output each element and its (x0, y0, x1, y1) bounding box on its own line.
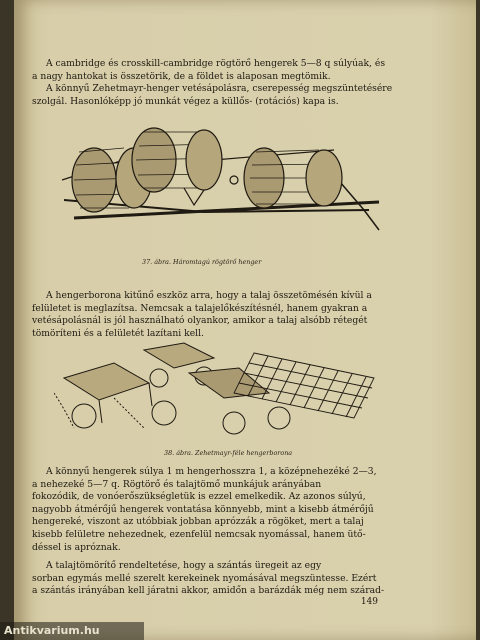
text-line: A könnyű hengerek súlya 1 m hengerhosszra 1, a középnehezéké 2—3, (46, 466, 377, 477)
text-line: vetésápolásnál is jól használható olyankor, amikor a talaj alsóbb rétegét (32, 315, 368, 327)
text-line: a nehezeké 5—7 q. Rögtörő és talajtömő munkájuk arányában (32, 478, 322, 490)
text-line: A hengerborona kitűnő eszköz arra, hogy a talaj összetömésén kívül a (46, 290, 372, 301)
paragraph-roller-weights (32, 466, 388, 554)
text-line: A talajtömörítő rendeltetése, hogy a szántás üregeit az egy (46, 560, 322, 571)
text-line: szolgál. Hasonlóképp jó munkát végez a küllős- (rotációs) kapa is. (32, 95, 339, 107)
paragraph-rollers (32, 58, 393, 108)
text-line: hengereké, viszont az utóbbiak jobban aprózzák a rögöket, mert a talaj (32, 516, 364, 528)
figure-38-caption: 38. ábra. Zehetmayr-féle hengerborona (164, 449, 293, 457)
text-line: a nagy hantokat is összetörik, de a földet is alaposan megtömik. (32, 70, 331, 82)
text-line: nagyobb átmérőjű hengerek vontatása könnyebb, mint a kisebb átmérőjű (32, 503, 374, 515)
text-line: sorban egymás mellé szerelt kerekeinek nyomásával megszüntesse. Ezért (32, 572, 377, 584)
page-number: 149 (360, 597, 378, 607)
book-page (14, 0, 476, 640)
text-line: fokozódik, de vonóerőszükségletük is ezzel emelkedik. Az azonos súlyú, (32, 491, 366, 503)
figure-37-caption: 37. ábra. Háromtagú rögtörő henger (142, 258, 262, 266)
text-line: A cambridge és crosskill-cambridge rögtörő hengerek 5—8 q súlyúak, és (46, 58, 386, 69)
paragraph-soil-compactor (32, 560, 388, 598)
paragraph-roller-harrow (32, 290, 388, 340)
text-line: tömöríteni és a felületét lazítani kell. (32, 327, 204, 339)
figure-38-harrow-illustration (54, 338, 384, 443)
text-line: kisebb felületre nehezednek, ezenfelül nemcsak nyomással, hanem ütő- (32, 528, 366, 540)
figure-37-roller-illustration (34, 120, 384, 250)
text-line: a szántás irányában kell járatni akkor, amidőn a barázdák még nem szárad- (32, 585, 385, 597)
text-line: felületet is meglazítsa. Nemcsak a talajelőkészítésnél, hanem gyakran a (32, 302, 368, 314)
watermark: Antikvarium.hu (0, 622, 144, 640)
text-line: déssel is apróznak. (32, 541, 121, 553)
text-line: A könnyű Zehetmayr-henger vetésápolásra, cserepesség megszüntetésére (46, 83, 393, 95)
